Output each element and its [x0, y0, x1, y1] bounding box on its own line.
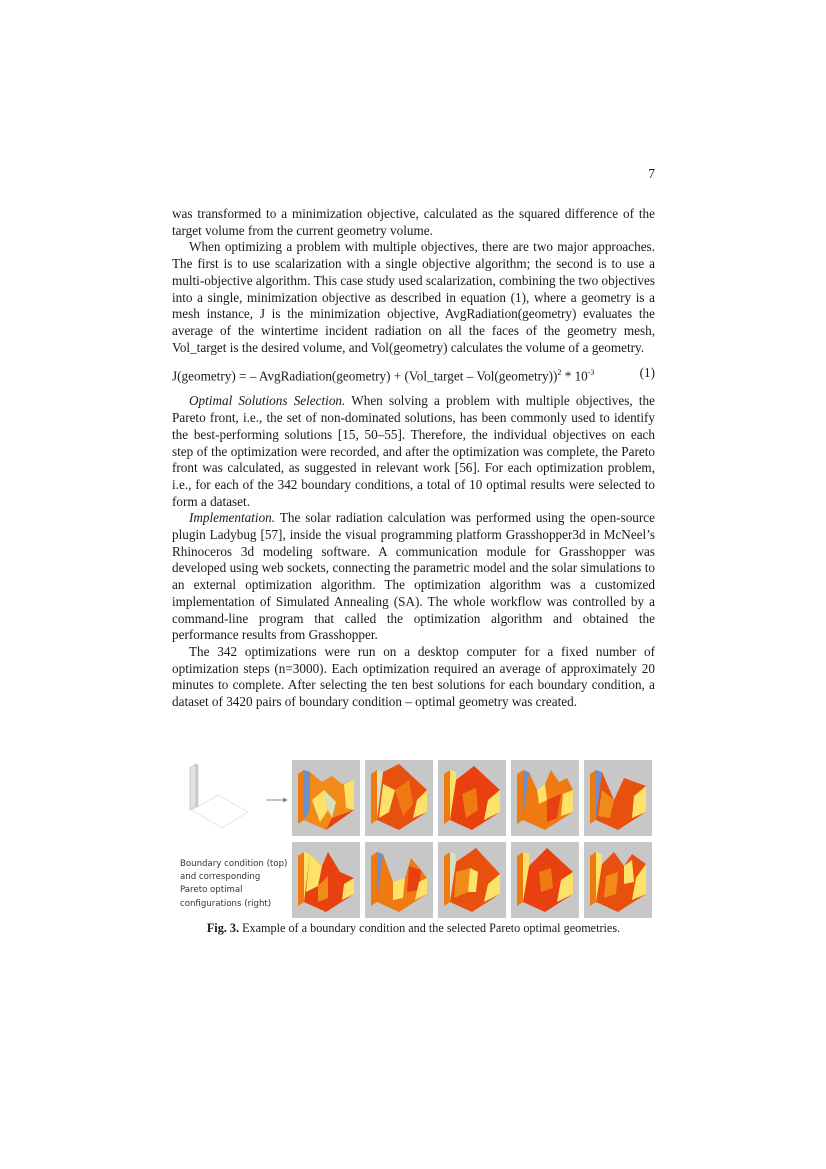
equation-body: J(geometry) = – AvgRadiation(geometry) + (Vol_target – Vol(geometry))$^2$ * $10^{-3}$ — [172, 368, 595, 384]
geometry-tile — [438, 760, 506, 836]
geometry-tile — [438, 842, 506, 918]
figure-label: Boundary condition (top) and corresponding Pareto optimal configurations (right) — [180, 859, 288, 909]
section-heading: Implementation. — [189, 510, 276, 526]
section-heading: Optimal Solutions Selection. — [189, 393, 346, 409]
geometry-tile — [292, 842, 360, 918]
equation-number: (1) — [639, 365, 655, 381]
geometry-tile — [292, 760, 360, 836]
body-text — [172, 206, 655, 711]
page-number: 7 — [648, 166, 655, 181]
paragraph: The 342 optimizations were run on a desktop computer for a fixed number of optimization steps (n=3000). Each optimization required an average of approximately 20 minutes to complete. After selecting the ten best solutions for each boundary condition, a dataset of 3420 pairs of boundary condition – optimal geometry was created. — [172, 643, 655, 710]
geometry-tile — [365, 760, 433, 836]
geometry-tile — [584, 842, 652, 918]
pareto-geometry-grid — [292, 760, 652, 918]
figure-3 — [178, 760, 656, 925]
paragraph: When optimizing a problem with multiple objectives, there are two major approaches. The first is to use scalarization with a single objective algorithm; the second is to use a multi-objective algorithm. This case study used scalarization, combining the two objectives into a single, minimization objective as described in equation (1), where a geometry is a mesh instance, J is the minimization objective, AvgRadiation(geometry) evaluates the average of the wintertime incident radiation on all the faces of the geometry mesh, Vol_target is the desired volume, and Vol(geometry) calculates the volume of a geometry. — [172, 239, 655, 355]
geometry-tile — [365, 842, 433, 918]
geometry-tile — [511, 760, 579, 836]
geometry-tile — [511, 842, 579, 918]
paragraph: was transformed to a minimization objective, calculated as the squared difference of the target volume from the current geometry volume. — [172, 206, 655, 238]
figure-caption: Fig. 3. Example of a boundary condition and the selected Pareto optimal geometries. — [206, 921, 621, 935]
arrow-icon — [266, 796, 288, 804]
geometry-tile — [584, 760, 652, 836]
equation — [172, 365, 655, 385]
paragraph-implementation: Implementation. The solar radiation calculation was performed using the open-source plugin Ladybug [57], inside the visual programming platform Grasshopper3d in McNeel’s Rhinoceros 3d modeling software. A communication module for Grasshopper was developed using web sockets, connecting the parametric model and the solar simulations to an external optimization algorithm. The optimization algorithm was a customized implementation of Simulated Annealing (SA). The whole workflow was controlled by a command-line program that called the optimization algorithm and obtained the performance results from Grasshopper. — [172, 510, 655, 643]
paragraph-optimal-solutions: Optimal Solutions Selection. When solving a problem with multiple objectives, the Pareto front, i.e., the set of non-dominated solutions, has been commonly used to identify the best-performing solutions [15, 50–55]. Therefore, the individual objectives on each step of the optimization were recorded, and after the optimization was complete, the Pareto front was calculated, as suggested in relevant work [56]. For each optimization problem, i.e., for each of the 342 boundary conditions, a total of 10 optimal results were selected to form a dataset. — [172, 393, 655, 509]
